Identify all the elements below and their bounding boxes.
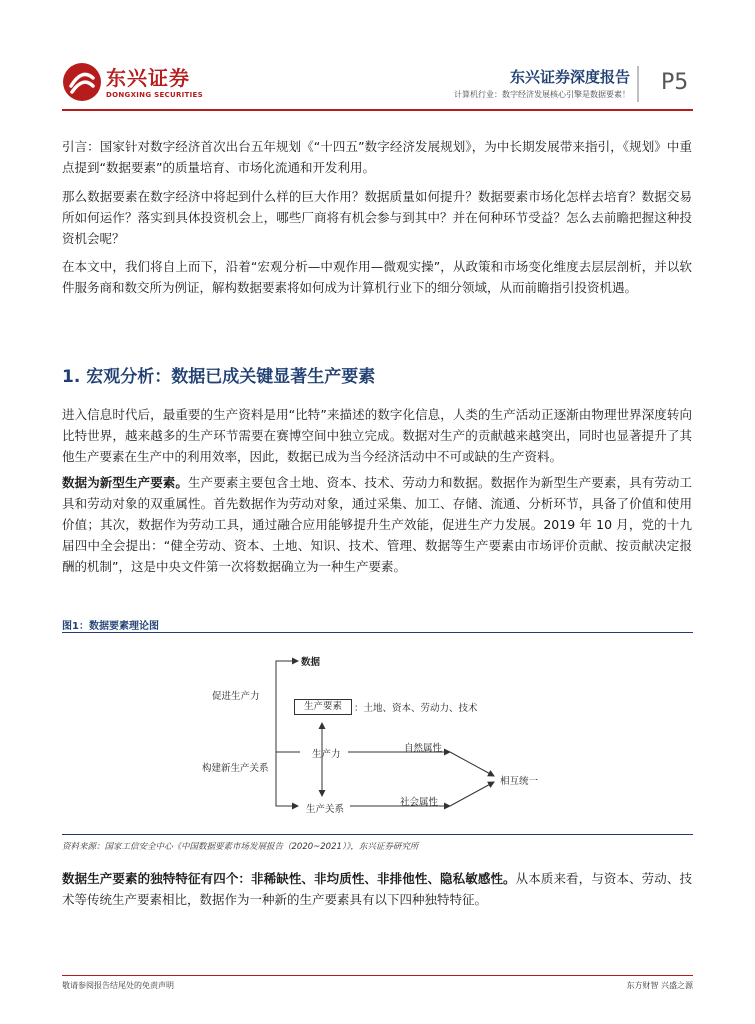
node-factor-list: ：土地、资本、劳动力、技术 [354, 703, 478, 714]
footer-rule [62, 975, 693, 976]
node-productivity: 生产力 [312, 749, 341, 760]
logo-english-text: DONGXING SECURITIES [106, 91, 203, 99]
diagram-connectors [62, 636, 693, 834]
report-title: 东兴证券深度报告 [509, 68, 630, 86]
logo-text: 东兴证券 [106, 66, 190, 90]
node-mutual-unity: 相互统一 [500, 776, 539, 787]
page-number: P5 [661, 70, 689, 95]
footer-slogan: 东方财智 兴盛之源 [626, 981, 693, 990]
figure-top-rule [62, 632, 693, 633]
node-production-relations: 生产关系 [306, 804, 345, 815]
arrow-to-data [276, 661, 298, 698]
paragraph-lead: 数据为新型生产要素。 [62, 475, 189, 490]
paragraph-lead: 数据生产要素的独特特征有四个：非稀缺性、非均质性、非排他性、隐私敏感性。 [62, 871, 516, 886]
header-divider [637, 66, 639, 102]
paragraph-body: 从本质来看，与资本、劳动、技术等传统生产要素相比，数据作为一种新的生产要素具有以下四种独特特征。 [62, 871, 692, 907]
section-paragraph-2 [62, 472, 692, 577]
node-promote-productivity: 促进生产力 [212, 691, 260, 702]
intro-paragraph-3: 在本文中，我们将自上而下，沿着“宏观分析—中观作用—微观实操”，从政策和市场变化维度去层层剖析，并以软件服务商和数交所为例证，解构数据要素将如何成为计算机行业下的细分领域，从而前瞻指引投资机遇。 [62, 259, 692, 295]
section-heading: 1. 宏观分析：数据已成关键显著生产要素 [62, 367, 376, 387]
intro-paragraph-2: 那么数据要素在数字经济中将起到什么样的巨大作用？数据质量如何提升？数据要素市场化怎样去培育？数据交易所如何运作？落实到具体投资机会上，哪些厂商将有机会参与到其中？并在何种环节受益？怎么去前瞻把握这种投资机会呢？ [62, 189, 692, 246]
arrow-natural-to-unity [450, 752, 494, 776]
node-natural-attribute: 自然属性 [404, 743, 443, 754]
section-paragraph-1: 进入信息时代后，最重要的生产资料是用“比特”来描述的数字化信息，人类的生产活动正逐渐由物理世界深度转向比特世界，越来越多的生产环节需要在赛博空间中独立完成。数据对生产的贡献越来越突出，同时也显著提升了其他生产要素在生产中的利用效率，因此，数据已成为当今经济活动中不可或缺的生产资料。 [62, 407, 692, 464]
header-rule [62, 109, 693, 111]
figure-bottom-rule [62, 834, 693, 835]
node-new-relations: 构建新生产关系 [202, 763, 269, 774]
node-production-factor: 生产要素 [294, 699, 352, 715]
node-data: 数据 [301, 657, 321, 668]
arrow-social-to-unity [450, 782, 494, 806]
node-social-attribute: 社会属性 [400, 797, 439, 808]
footer-disclaimer: 敬请参阅报告结尾处的免责声明 [62, 981, 174, 990]
report-subtitle: 计算机行业：数字经济发展核心引擎是数据要素！ [454, 90, 630, 99]
closing-paragraph [62, 868, 692, 910]
theory-diagram [62, 636, 693, 834]
intro-paragraph-1: 引言：国家针对数字经济首次出台五年规划《“十四五”数字经济发展规划》，为中长期发展带来指引，《规划》中重点提到“数据要素”的质量培育、市场化流通和开发利用。 [62, 139, 692, 175]
company-logo-icon [62, 62, 102, 102]
figure-source: 资料来源：国家工信安全中心《中国数据要素市场发展报告（2020~2021）》，东兴证券研究所 [62, 842, 419, 852]
figure-title: 图1：数据要素理论图 [62, 621, 159, 632]
paragraph-body: 生产要素主要包含土地、资本、技术、劳动力和数据。数据作为新型生产要素，具有劳动工具和劳动对象的双重属性。首先数据作为劳动对象，通过采集、加工、存储、流通、分析环节，具备了价值和使用价值；其次，数据作为劳动工具，通过融合应用能够提升生产效能，促进生产力发展。2019 年 10 月，党的十九届四中全会提出：“健全劳动、资本、土地、知识、技术、管理、数据等生产要素由市场评价贡献、按贡献决定报酬的机制”，这是中央文件第一次将数据确立为一种生产要素。 [62, 475, 692, 574]
